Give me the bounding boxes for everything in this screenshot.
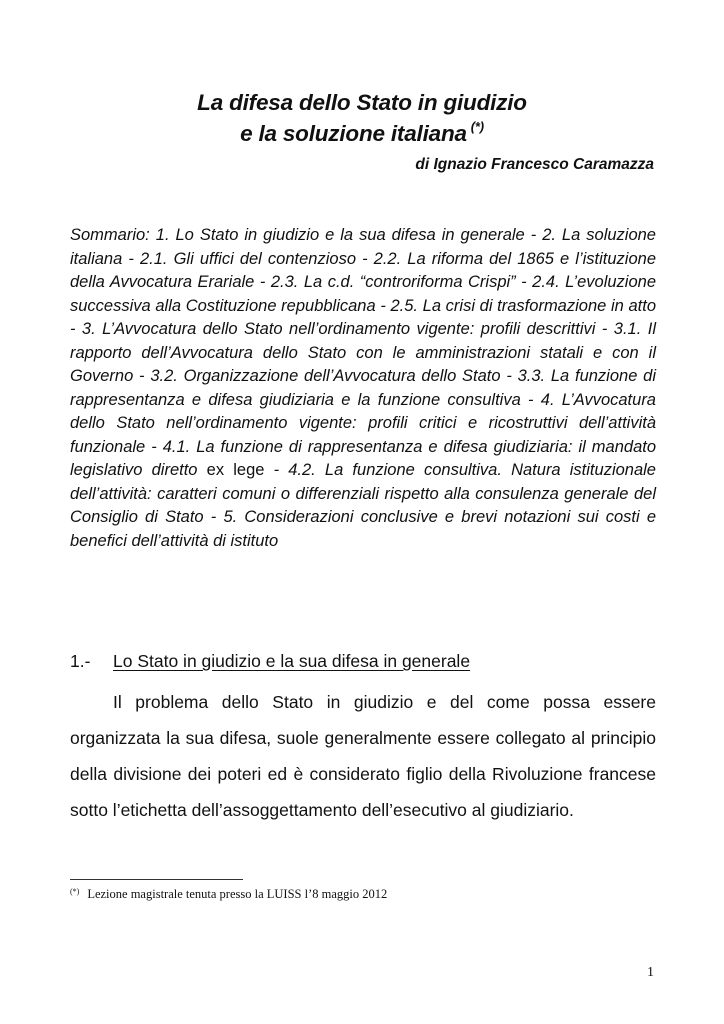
document-title-line-1: La difesa dello Stato in giudizio: [197, 90, 527, 115]
footnote-text: Lezione magistrale tenuta presso la LUISS l’8 maggio 2012: [87, 887, 388, 901]
footnote: [70, 887, 387, 902]
footnote-divider: [70, 879, 243, 880]
summary-text-part-2: - 4.2. La funzione consultiva. Natura istituzionale dell’attività: caratteri comuni o differenziali rispetto alla consulenza generale del Consiglio di Stato - 5. Considerazioni conclusive e brevi notazioni sui costi e benefici dell’attività di istituto: [70, 461, 656, 550]
author-byline: di Ignazio Francesco Caramazza: [415, 156, 654, 173]
section-heading: [70, 651, 470, 672]
title-footnote-mark[interactable]: (*): [470, 119, 484, 134]
summary-text-part-1: 1. Lo Stato in giudizio e la sua difesa in generale - 2. La soluzione italiana - 2.1. Gli uffici del contenzioso - 2.2. La riforma del 1865 e l’istituzione della Avvocatura Erariale - 2.3. La c.d. “controriforma Crispi” - 2.4. L’evoluzione successiva alla Costituzione repubblicana - 2.5. La crisi di trasformazione in atto - 3. L’Avvocatura dello Stato nell’ordinamento vigente: profili descrittivi - 3.1. Il rapporto dell’Avvocatura dello Stato con le amministrazioni statali e con il Governo - 3.2. Organizzazione dell’Avvocatura dello Stato - 3.3. La funzione di rappresentanza e difesa giudiziaria e la funzione consultiva - 4. L’Avvocatura dello Stato nell’ordinamento vigente: profili critici e ricostruttivi dell’attività funzionale - 4.1. La funzione di rappresentanza e difesa giudiziaria: il mandato legislativo diretto: [70, 226, 656, 479]
summary-paragraph: [70, 224, 656, 553]
summary-text-ex-lege: ex lege: [206, 461, 265, 479]
section-title: Lo Stato in giudizio e la sua difesa in generale: [113, 651, 471, 671]
body-paragraph: Il problema dello Stato in giudizio e del come possa essere organizzata la sua difesa, suole generalmente essere collegato al principio della divisione dei poteri ed è considerato figlio della Rivoluzione francese sotto l’etichetta dell’assoggettamento dell’esecutivo al giudiziario.: [70, 692, 656, 820]
summary-label: Sommario:: [70, 226, 150, 244]
page-number: 1: [647, 965, 654, 980]
section-number: 1.-: [70, 651, 91, 671]
footnote-mark: (*): [70, 887, 80, 896]
document-title-line-2: e la soluzione italiana (*): [240, 119, 484, 146]
